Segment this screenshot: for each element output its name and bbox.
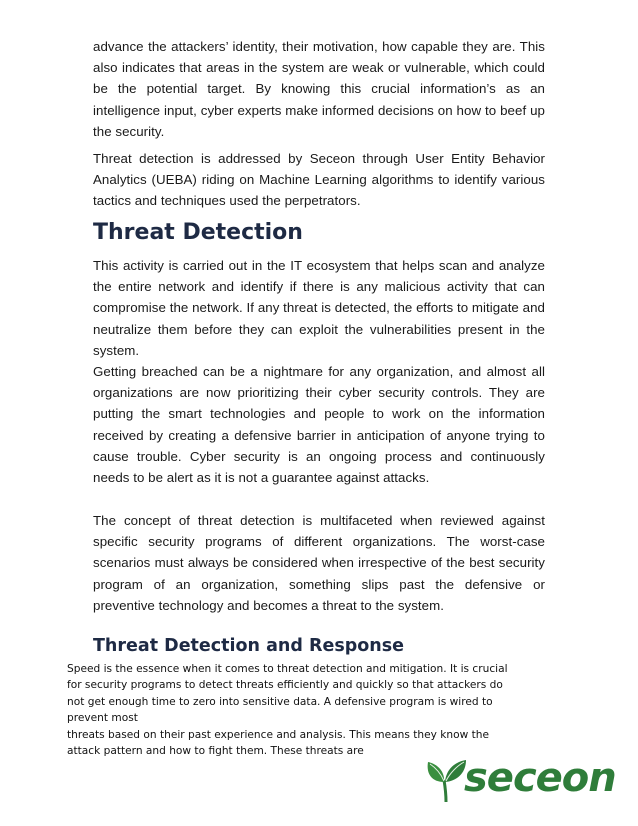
- paragraph-text: Getting breached can be a nightmare for any organization, and almost all organizations are now prioritizing their cyber security controls. They are putting the smart technologies and people to work on the information received by creating a defensive barrier in anticipation of anyone trying to cause trouble. Cyber security is an ongoing process and continuously needs to be alert as it is not a guarantee against attacks.: [93, 364, 545, 486]
- paragraph-breach: [93, 361, 545, 488]
- text-line: threats based on their past experience and analysis. This means they know the: [67, 728, 489, 741]
- paragraph-text: This activity is carried out in the IT ecosystem that helps scan and analyze the entire network and identify if there is any malicious activity that can compromise the network. If any threat is detected, the efforts to mitigate and neutralize them before they can exploit the vulnerabilities present in the system.: [93, 258, 545, 358]
- text-line: Speed is the essence when it comes to threat detection and mitigation. It is crucial: [67, 663, 508, 675]
- logo-wordmark: seceon: [464, 755, 616, 801]
- paragraph-scan: [93, 255, 545, 361]
- paragraph-multifaceted: [93, 510, 545, 616]
- leaf-sprout-icon: [424, 752, 468, 804]
- paragraph-ueba: [93, 148, 545, 212]
- text-line: prevent most: [67, 712, 138, 725]
- text-line: not get enough time to zero into sensitive data. A defensive program is wired to: [67, 695, 493, 708]
- text-line: attack pattern and how to fight them. These threats are: [67, 745, 364, 758]
- paragraph-text: The concept of threat detection is multifaceted when reviewed against specific security programs of different organizations. The worst-case scenarios must always be considered when irrespective of the best security program of an organization, something slips past the defensive or preventive technology and becomes a threat to the system.: [93, 513, 545, 613]
- paragraph-speed: [67, 661, 537, 759]
- paragraph-intro: [93, 36, 545, 142]
- paragraph-text: advance the attackers’ identity, their motivation, how capable they are. This also indicates that areas in the system are weak or vulnerable, which could be the potential target. By knowing this crucial information’s as an intelligence input, cyber experts make informed decisions on how to beef up the security.: [93, 39, 545, 139]
- heading-threat-detection-response: Threat Detection and Response: [93, 636, 405, 656]
- seceon-logo: [424, 752, 614, 804]
- paragraph-text: Threat detection is addressed by Seceon through User Entity Behavior Analytics (UEBA) riding on Machine Learning algorithms to identify various tactics and techniques used the perpetrators.: [93, 151, 545, 209]
- text-line: for security programs to detect threats efficiently and quickly so that attackers do: [67, 679, 503, 692]
- heading-threat-detection: Threat Detection: [93, 220, 303, 245]
